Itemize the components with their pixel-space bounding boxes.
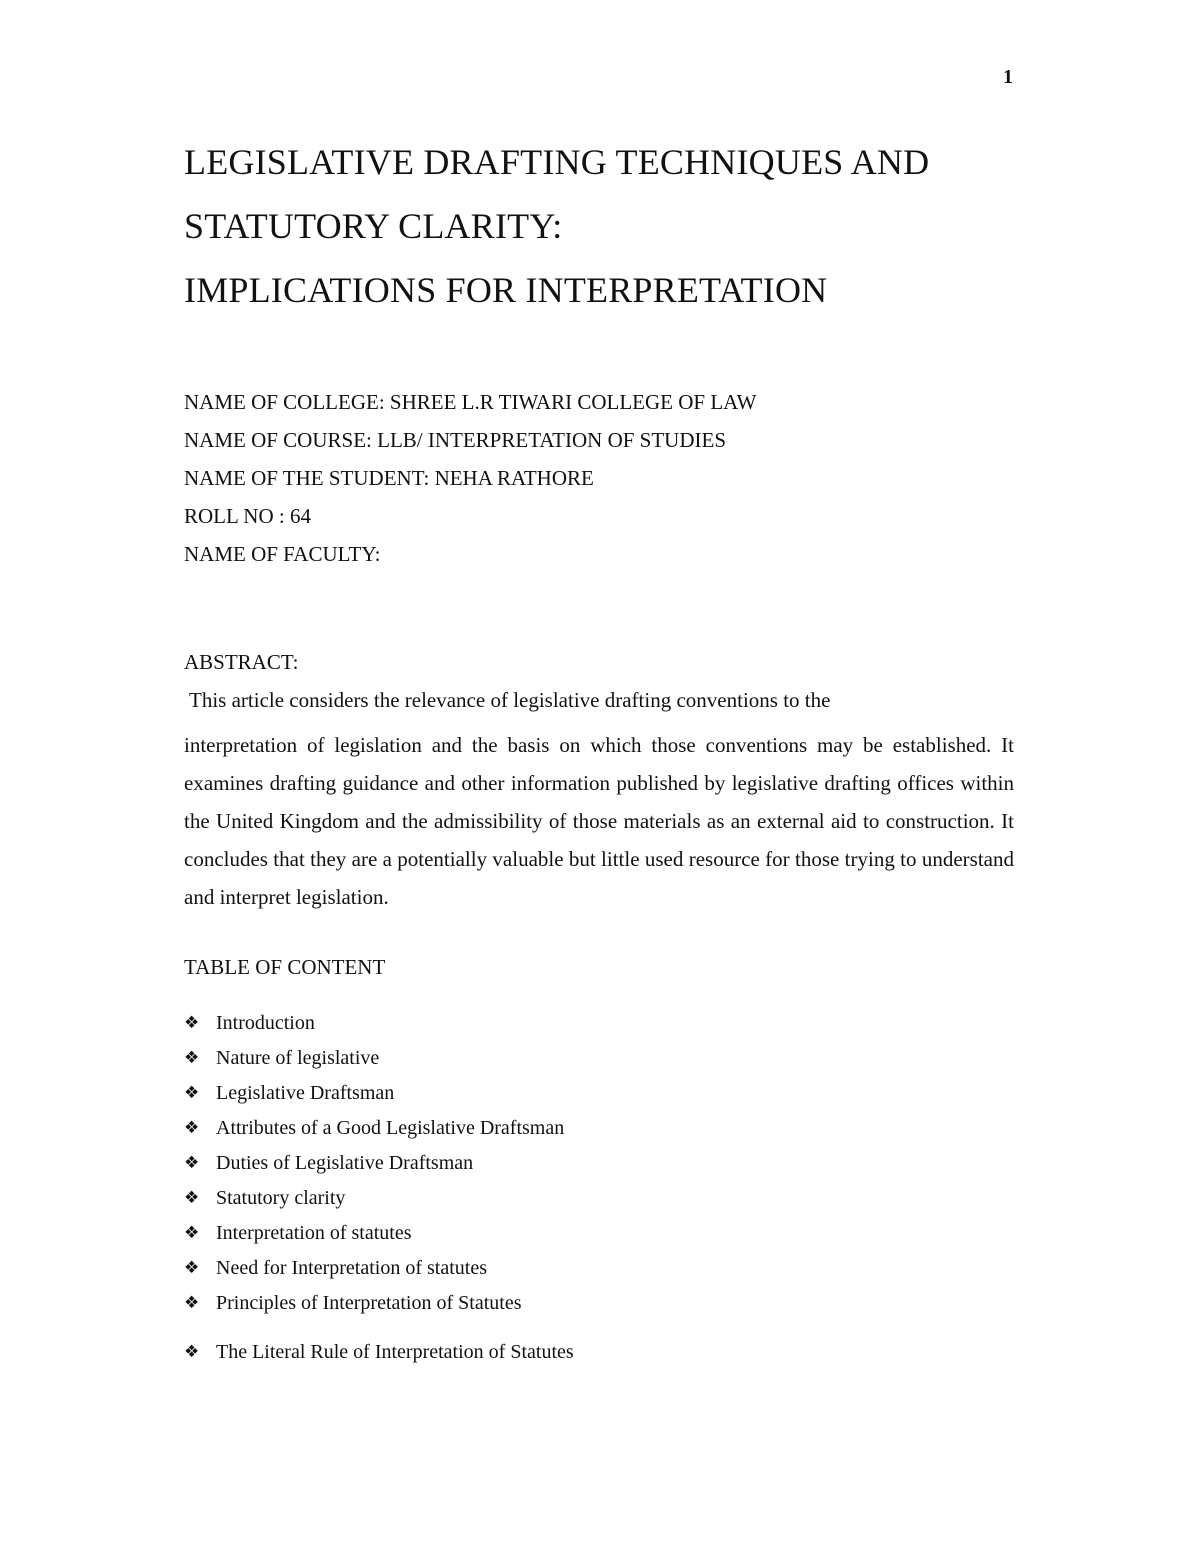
toc-item [184,1111,574,1146]
abstract-first-line: This article considers the relevance of legislative drafting conventions to the [189,688,831,712]
toc-item [184,1216,574,1251]
title-line: LEGISLATIVE DRAFTING TECHNIQUES AND [184,142,930,182]
abstract-body: interpretation of legislation and the basis on which those conventions may be established. It examines drafting guidance and other information published by legislative drafting offices within the United Kingdom and the admissibility of those materials as an external aid to construction. It concludes that they are a potentially valuable but little used resource for those trying to understand and interpret legislation. [184,733,1014,909]
toc-item [184,1006,574,1041]
toc-item-label: Principles of Interpretation of Statutes [216,1292,522,1314]
diamond-bullet-icon: ❖ [184,1258,200,1278]
diamond-bullet-icon: ❖ [184,1083,200,1103]
diamond-bullet-icon: ❖ [184,1153,200,1173]
page-number: 1 [1003,66,1013,88]
document-title [184,130,1044,322]
student-details [184,383,756,573]
toc-item-label: Statutory clarity [216,1187,346,1209]
diamond-bullet-icon: ❖ [184,1013,200,1033]
toc-item-label: Need for Interpretation of statutes [216,1257,488,1279]
title-line: STATUTORY CLARITY: [184,206,563,246]
course-name: NAME OF COURSE: LLB/ INTERPRETATION OF STUDIES [184,428,727,452]
toc-item-label: Interpretation of statutes [216,1222,412,1244]
toc-heading: TABLE OF CONTENT [184,955,386,979]
faculty-name: NAME OF FACULTY: [184,542,381,566]
toc-item [184,1041,574,1076]
toc-item-label: Attributes of a Good Legislative Draftsman [216,1117,565,1139]
toc-item [184,1181,574,1216]
toc-item [184,1076,574,1111]
diamond-bullet-icon: ❖ [184,1048,200,1068]
toc-item [184,1146,574,1181]
toc-item-label: Nature of legislative [216,1047,380,1069]
toc-item-label: Legislative Draftsman [216,1082,395,1104]
toc-item-label: The Literal Rule of Interpretation of Statutes [216,1341,574,1363]
toc-item [184,1251,574,1286]
abstract-heading: ABSTRACT: [184,650,299,674]
college-name: NAME OF COLLEGE: SHREE L.R TIWARI COLLEGE OF LAW [184,390,757,414]
diamond-bullet-icon: ❖ [184,1223,200,1243]
roll-number: ROLL NO : 64 [184,504,311,528]
diamond-bullet-icon: ❖ [184,1293,200,1313]
table-of-contents [184,1006,574,1370]
diamond-bullet-icon: ❖ [184,1188,200,1208]
title-line: IMPLICATIONS FOR INTERPRETATION [184,270,828,310]
diamond-bullet-icon: ❖ [184,1118,200,1138]
toc-item [184,1335,574,1370]
toc-item-label: Duties of Legislative Draftsman [216,1152,474,1174]
student-name: NAME OF THE STUDENT: NEHA RATHORE [184,466,594,490]
toc-item-label: Introduction [216,1012,315,1034]
toc-item [184,1286,574,1321]
diamond-bullet-icon: ❖ [184,1342,200,1362]
